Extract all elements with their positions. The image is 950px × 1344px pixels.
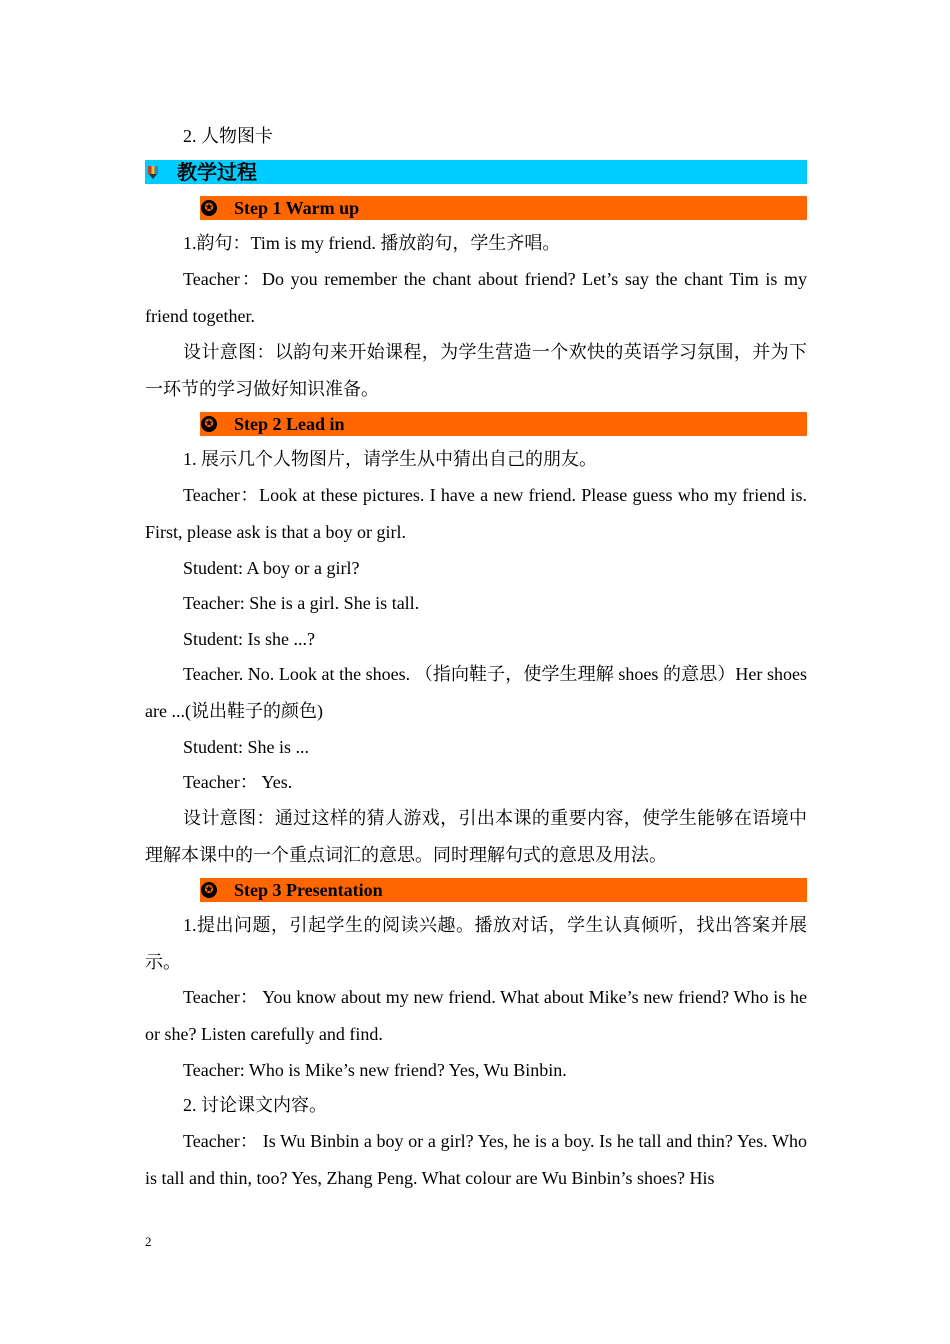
paragraph: Teacher. No. Look at the shoes. （指向鞋子，使学生理解 shoes 的意思）Her shoes are ...(说出鞋子的颜色) bbox=[145, 664, 807, 721]
book-arrow-icon bbox=[147, 165, 159, 179]
paragraph: Teacher： Is Wu Binbin a boy or a girl? Yes, he is a boy. Is he tall and thin? Yes. Who is tall and thin, too? Yes, Zhang Peng. What colour are Wu Binbin’s shoes? His bbox=[145, 1131, 807, 1188]
paragraph: 1. 展示几个人物图片，请学生从中猜出自己的朋友。 bbox=[183, 449, 597, 469]
paragraph: 1.提出问题，引起学生的阅读兴趣。播放对话，学生认真倾听，找出答案并展示。 bbox=[145, 915, 807, 972]
paragraph: Student: Is she ...? bbox=[183, 629, 315, 649]
paragraph: Teacher：Look at these pictures. I have a new friend. Please guess who my friend is. First, please ask is that a boy or girl. bbox=[145, 485, 807, 542]
section-header bbox=[145, 160, 807, 184]
paragraph: Student: She is ... bbox=[183, 737, 310, 757]
paragraph: Teacher: Who is Mike’s new friend? Yes, Wu Binbin. bbox=[183, 1060, 567, 1080]
step-header-1 bbox=[200, 196, 807, 220]
paragraph: Teacher: She is a girl. She is tall. bbox=[183, 593, 420, 613]
star-circle-icon: ✪ bbox=[201, 416, 217, 432]
step-label: Step 3 Presentation bbox=[234, 879, 383, 900]
section-title: 教学过程 bbox=[177, 160, 257, 184]
paragraph: Student: A boy or a girl? bbox=[183, 558, 360, 578]
paragraph: 设计意图：以韵句来开始课程，为学生营造一个欢快的英语学习氛围，并为下一环节的学习做好知识准备。 bbox=[145, 342, 807, 399]
star-circle-icon: ✪ bbox=[201, 200, 217, 216]
paragraph: Teacher： You know about my new friend. What about Mike’s new friend? Who is he or she? Listen carefully and find. bbox=[145, 987, 807, 1044]
paragraph: Teacher： Yes. bbox=[183, 772, 293, 792]
step-label: Step 2 Lead in bbox=[234, 413, 345, 434]
page-number: 2 bbox=[145, 1234, 152, 1249]
paragraph: 1.韵句：Tim is my friend. 播放韵句，学生齐唱。 bbox=[183, 233, 561, 253]
intro-item: 2. 人物图卡 bbox=[183, 126, 273, 146]
paragraph: 设计意图：通过这样的猜人游戏，引出本课的重要内容，使学生能够在语境中理解本课中的一个重点词汇的意思。同时理解句式的意思及用法。 bbox=[145, 808, 807, 865]
paragraph: Teacher：Do you remember the chant about friend? Let’s say the chant Tim is my friend together. bbox=[145, 269, 807, 326]
step-header-2 bbox=[200, 412, 807, 436]
star-circle-icon: ✪ bbox=[201, 882, 217, 898]
step-label: Step 1 Warm up bbox=[234, 197, 360, 218]
paragraph: 2. 讨论课文内容。 bbox=[183, 1095, 327, 1115]
step-header-3 bbox=[200, 878, 807, 902]
